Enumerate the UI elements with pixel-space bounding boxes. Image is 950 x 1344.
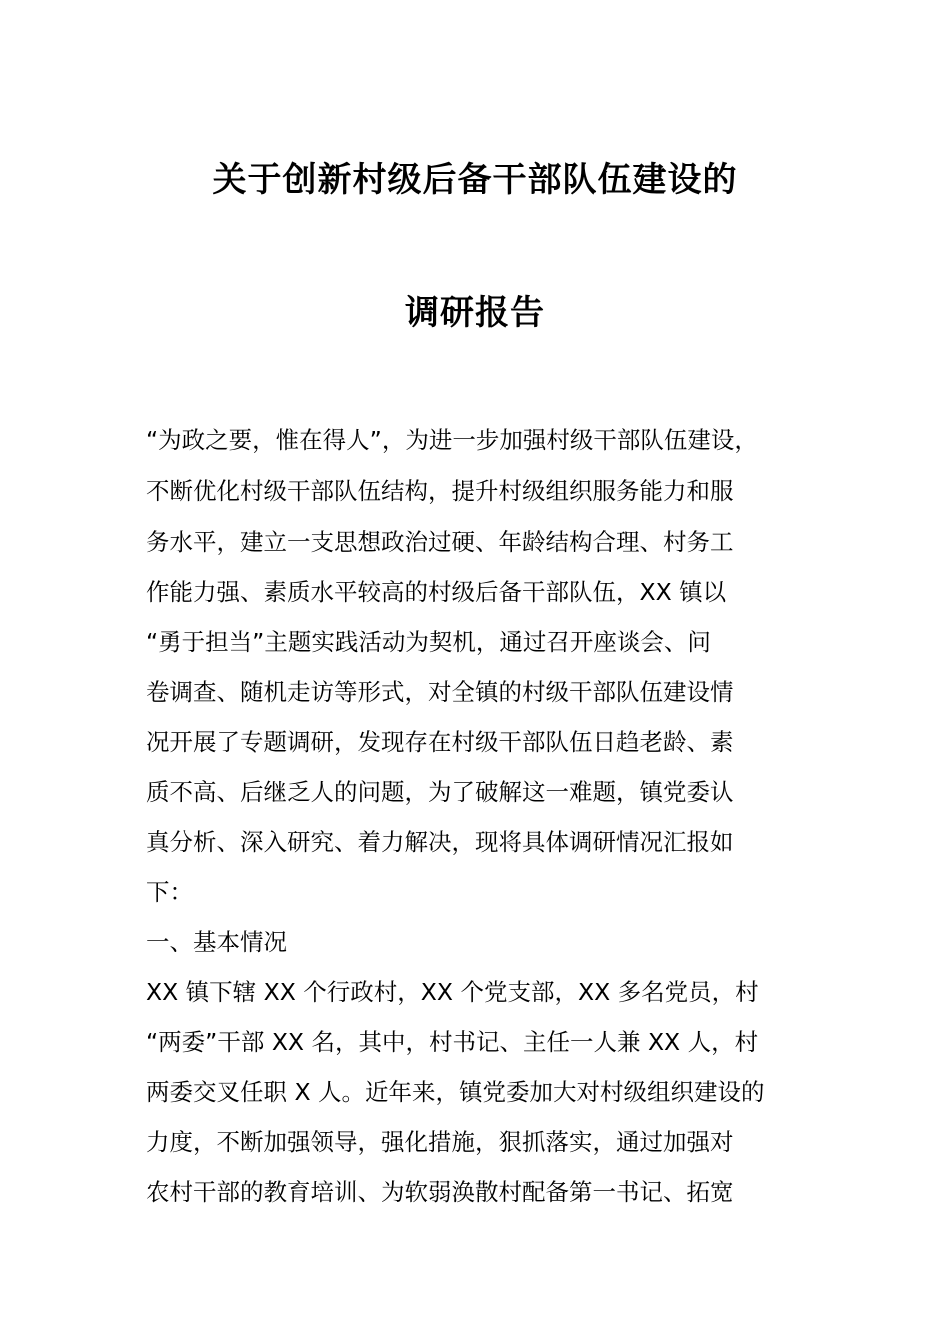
document-title-line1: 关于创新村级后备干部队伍建设的 [212,160,738,200]
body-line: 作能力强、素质水平较高的村级后备干部队伍，XX 镇以 [146,578,727,606]
section-heading: 一、基本情况 [146,928,287,956]
body-line: 两委交叉任职 X 人。近年来，镇党委加大对村级组织建设的 [146,1078,765,1106]
body-line: 不断优化村级干部队伍结构，提升村级组织服务能力和服 [146,477,734,505]
body-line: 力度，不断加强领导，强化措施，狠抓落实，通过加强对 [146,1128,734,1156]
body-line: 下： [146,878,193,906]
document-title-line2: 调研报告 [405,293,545,333]
body-line: 质不高、后继乏人的问题，为了破解这一难题，镇党委认 [146,778,734,806]
body-line: 况开展了专题调研，发现存在村级干部队伍日趋老龄、素 [146,728,734,756]
body-line: 农村干部的教育培训、为软弱涣散村配备第一书记、拓宽 [146,1178,734,1206]
body-line: “勇于担当”主题实践活动为契机，通过召开座谈会、问 [146,628,711,656]
body-line: “为政之要，惟在得人”，为进一步加强村级干部队伍建设， [146,426,758,454]
body-line: 务水平，建立一支思想政治过硬、年龄结构合理、村务工 [146,528,734,556]
body-line: “两委”干部 XX 名，其中，村书记、主任一人兼 XX 人，村 [146,1028,759,1056]
body-line: 卷调查、随机走访等形式，对全镇的村级干部队伍建设情 [146,678,734,706]
body-line: 真分析、深入研究、着力解决，现将具体调研情况汇报如 [146,828,734,856]
body-line: XX 镇下辖 XX 个行政村，XX 个党支部，XX 多名党员，村 [146,978,759,1006]
